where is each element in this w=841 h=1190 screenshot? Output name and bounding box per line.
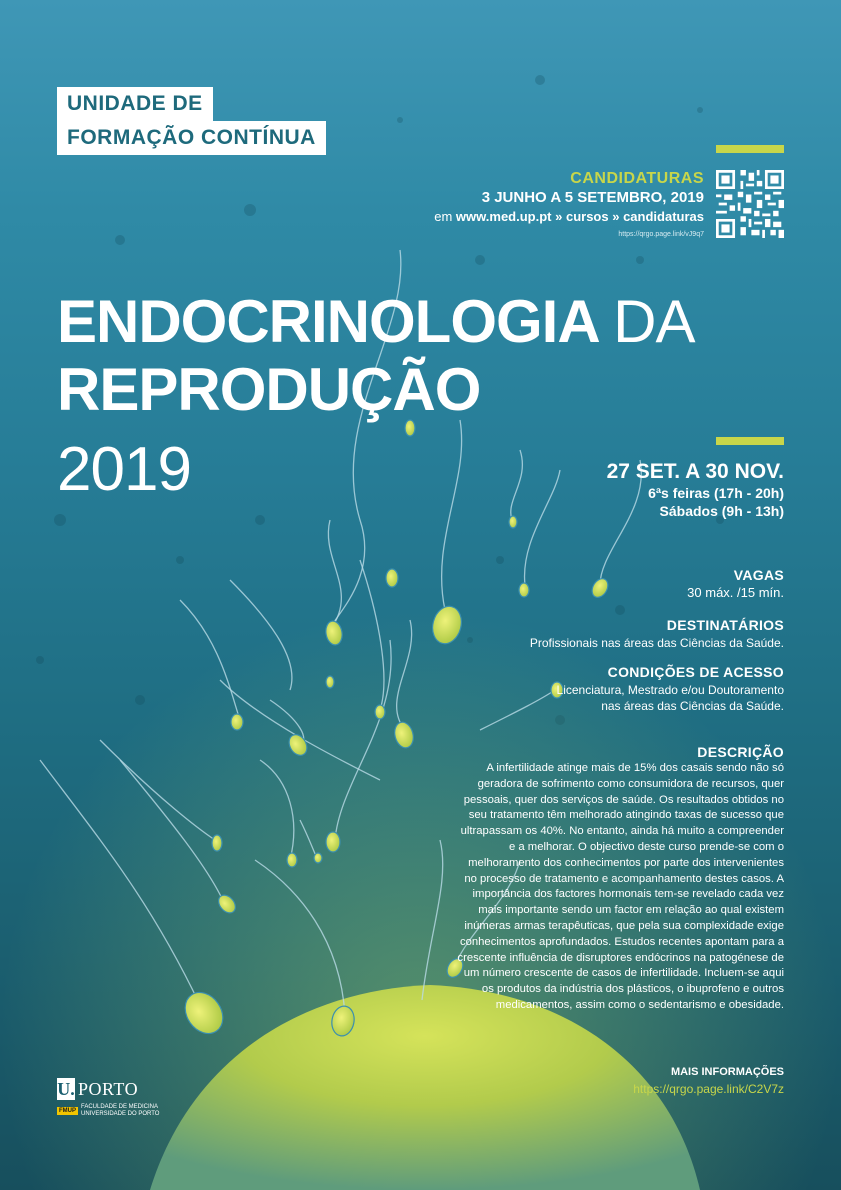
university-logo: [57, 1078, 177, 1118]
course-title-line2: REPRODUÇÃO: [57, 356, 481, 423]
audience-title: DESTINATÁRIOS: [666, 617, 784, 633]
unit-label-line2: FORMAÇÃO CONTÍNUA: [57, 121, 326, 155]
vacancies-value: 30 máx. /15 mín.: [687, 585, 784, 600]
logo-faculty-name: FACULDADE DE MEDICINA: [81, 1104, 159, 1110]
course-year: 2019: [57, 435, 191, 504]
logo-porto: PORTO: [78, 1078, 139, 1099]
title-light-part: DA: [613, 288, 695, 355]
audience-value: Profissionais nas áreas das Ciências da Saúde.: [529, 636, 784, 650]
applications-site: [434, 209, 704, 224]
qr-code-icon[interactable]: [716, 170, 784, 238]
logo-university-name: UNIVERSIDADE DO PORTO: [81, 1111, 160, 1117]
logo-fmup-badge: FMUP: [59, 1108, 76, 1114]
course-dates: 27 SET. A 30 NOV.: [606, 460, 784, 483]
description-title: DESCRIÇÃO: [697, 744, 784, 760]
accent-bar-top: [716, 145, 784, 153]
logo-faculty-text: [81, 1104, 159, 1118]
qr-url[interactable]: https://qrgo.page.link/vJ9q7: [618, 231, 704, 238]
logo-u-mark: U.: [57, 1079, 75, 1099]
site-prefix: em: [434, 209, 453, 224]
vacancies-title: VAGAS: [733, 567, 784, 583]
course-title-line1: [57, 290, 694, 354]
unit-label-line1: UNIDADE DE: [57, 87, 213, 121]
applications-dates: 3 JUNHO A 5 SETEMBRO, 2019: [481, 189, 704, 206]
site-path-applications: » candidaturas: [612, 209, 704, 224]
description-text: A infertilidade atinge mais de 15% dos casais sendo não só geradora de sofrimento como consumidora de recursos, quer pessoais, quer dos serviços de saúde. Os resultados obtidos no seu tratamento têm melhorado atingindo taxas de sucesso que ultrapassam os 40%. No entanto, ainda há muito a compreender e a melhorar. O objectivo deste curso prende-se com o melhoramento dos conhecimentos por parte dos intervenientes no processo de tratamento e acompanhamento destes casos. A importância dos factores hormonais tem-se revelado cada vez mais importante sendo um factor em relação ao qual existem inúmeras armas terapêuticas, que pela sua complexidade exige conhecimentos aprofundados. Estudos recentes apontam para a crescente influência de disruptores endócrinos na patogénese de um número crescente de casos de infertilidade. Incluem-se aqui os produtos da indústria dos plásticos, o ibuprofeno e outros medicamentos, assim como o sedentarismo e obesidade.: [457, 762, 784, 1011]
more-info-link[interactable]: https://qrgo.page.link/C2V7z: [633, 1082, 784, 1096]
access-value: Licenciatura, Mestrado e/ou Doutoramento nas áreas das Ciências da Saúde.: [556, 683, 784, 713]
access-title: CONDIÇÕES DE ACESSO: [607, 664, 784, 680]
applications-title: CANDIDATURAS: [570, 170, 704, 187]
site-path-courses: » cursos: [555, 209, 609, 224]
more-info-title: MAIS INFORMAÇÕES: [670, 1066, 784, 1078]
schedule-saturday: Sábados (9h - 13h): [659, 503, 784, 519]
applications-block: [434, 170, 704, 224]
title-bold-part: ENDOCRINOLOGIA: [57, 288, 598, 355]
schedule-friday: 6ªs feiras (17h - 20h): [648, 485, 784, 501]
site-url-link[interactable]: www.med.up.pt: [455, 209, 552, 224]
accent-bar-middle: [716, 437, 784, 445]
